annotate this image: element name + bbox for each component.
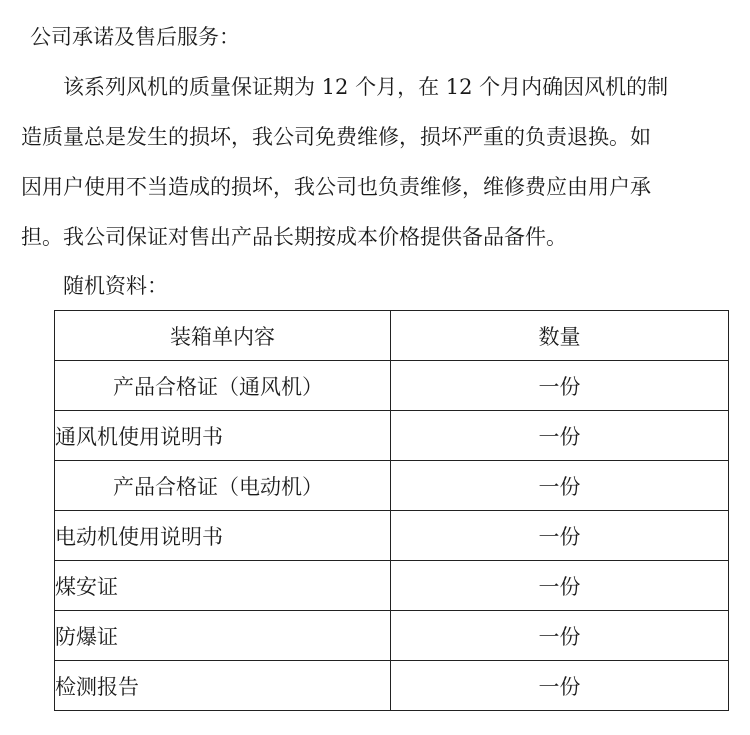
item-quantity: 一份 bbox=[391, 361, 729, 411]
item-name: 检测报告 bbox=[55, 661, 391, 711]
table-row bbox=[55, 661, 729, 711]
item-quantity: 一份 bbox=[391, 461, 729, 511]
item-name: 电动机使用说明书 bbox=[55, 511, 391, 561]
item-quantity: 一份 bbox=[391, 661, 729, 711]
table-row bbox=[55, 411, 729, 461]
table-header-row bbox=[55, 311, 729, 361]
column-header-quantity: 数量 bbox=[391, 311, 729, 361]
paragraph-line: 担。我公司保证对售出产品长期按成本价格提供备品备件。 bbox=[21, 225, 567, 249]
section-heading: 公司承诺及售后服务： bbox=[30, 25, 240, 49]
paragraph-line: 该系列风机的质量保证期为 12 个月，在 12 个月内确因风机的制 bbox=[63, 75, 669, 99]
table-row bbox=[55, 611, 729, 661]
item-quantity: 一份 bbox=[391, 511, 729, 561]
packing-list-table bbox=[54, 310, 729, 711]
paragraph-line: 因用户使用不当造成的损坏，我公司也负责维修，维修费应由用户承 bbox=[21, 175, 651, 199]
item-name: 防爆证 bbox=[55, 611, 391, 661]
item-name: 产品合格证（通风机） bbox=[55, 361, 391, 411]
paragraph-line: 造质量总是发生的损坏，我公司免费维修，损坏严重的负责退换。如 bbox=[21, 125, 651, 149]
item-quantity: 一份 bbox=[391, 411, 729, 461]
item-name: 通风机使用说明书 bbox=[55, 411, 391, 461]
table-row bbox=[55, 361, 729, 411]
table-row bbox=[55, 511, 729, 561]
column-header-content: 装箱单内容 bbox=[55, 311, 391, 361]
table-row bbox=[55, 561, 729, 611]
item-name: 产品合格证（电动机） bbox=[55, 461, 391, 511]
item-name: 煤安证 bbox=[55, 561, 391, 611]
table-row bbox=[55, 461, 729, 511]
item-quantity: 一份 bbox=[391, 561, 729, 611]
subheading: 随机资料： bbox=[63, 274, 168, 298]
item-quantity: 一份 bbox=[391, 611, 729, 661]
